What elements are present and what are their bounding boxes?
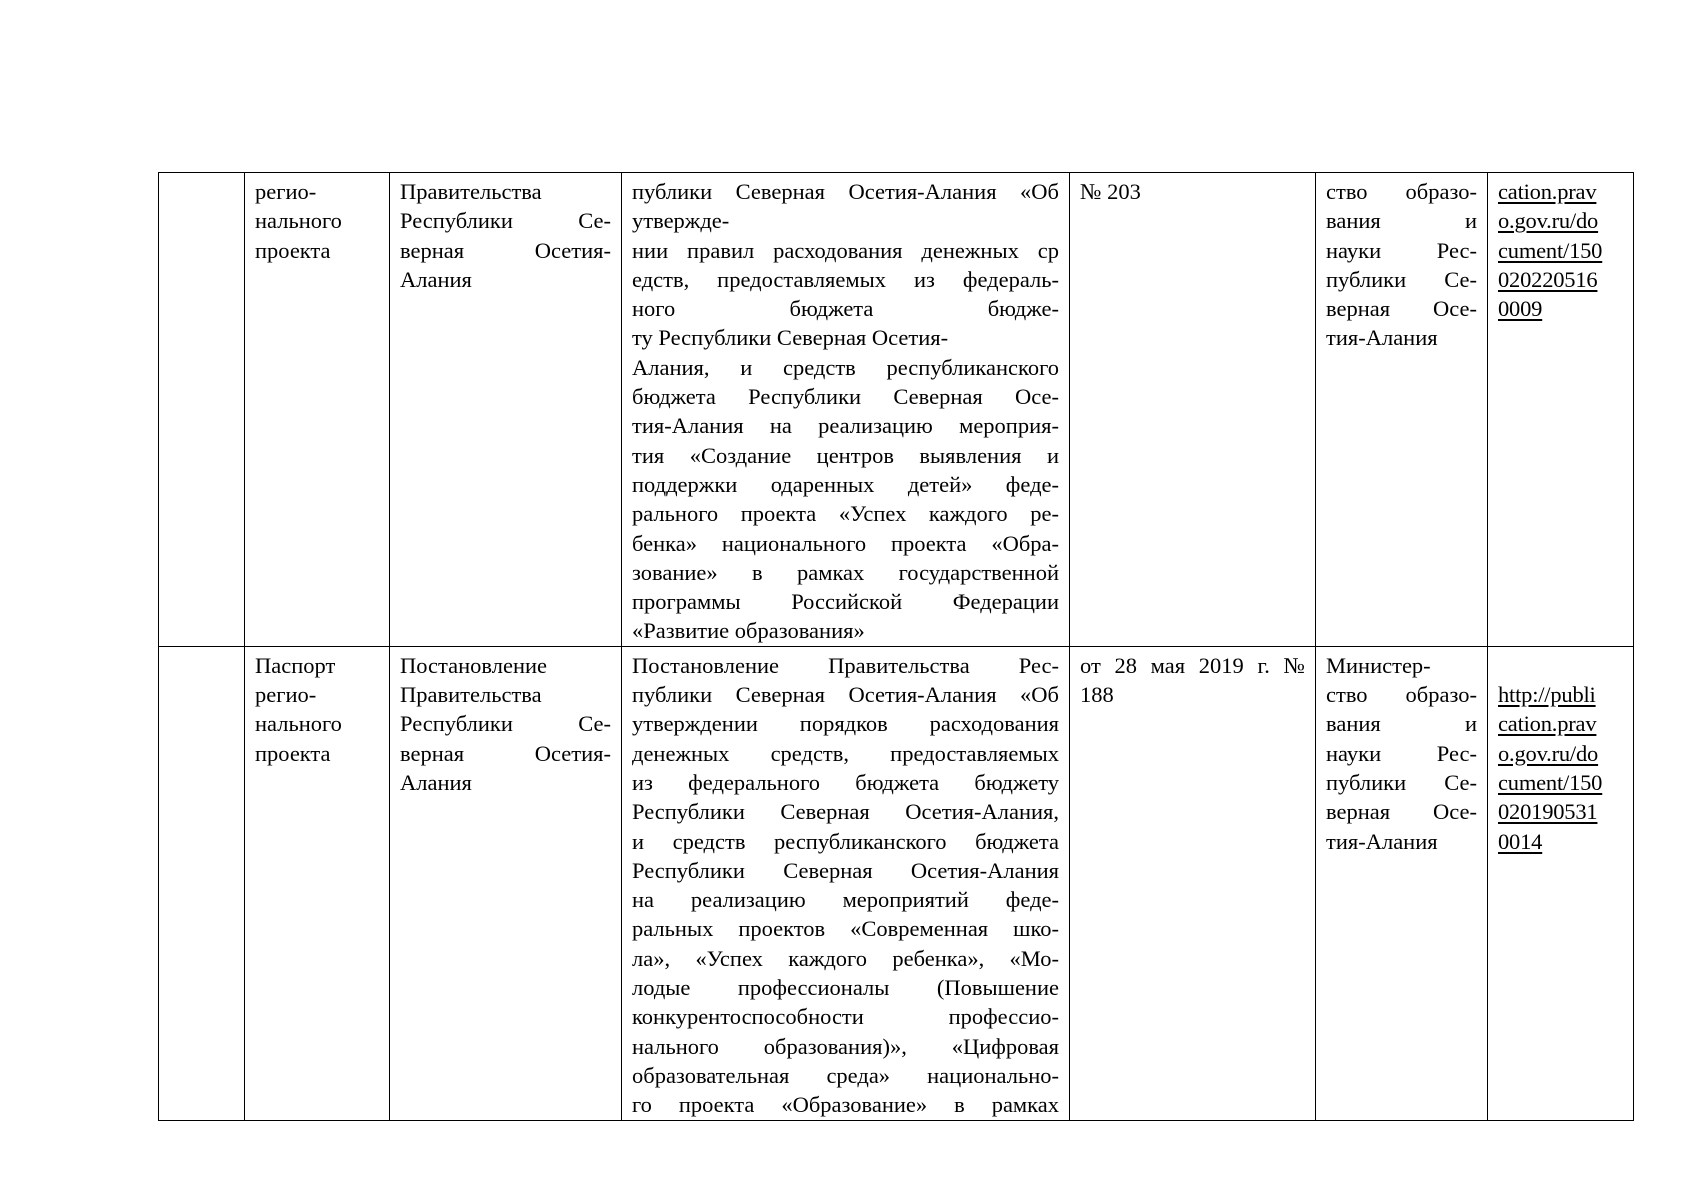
cell-text-line: ство образо- — [1326, 179, 1477, 204]
cell-source-link — [1488, 173, 1634, 647]
cell-text-line: конкурентоспособности профессио- — [632, 1004, 1059, 1030]
cell-text-line: № 203 — [1080, 179, 1141, 204]
source-link[interactable] — [1498, 177, 1623, 323]
cell-text-line: проекта — [255, 237, 331, 263]
cell-text-line: ного бюджета бюдже- — [632, 296, 1059, 322]
cell-text-line: тия-Алания — [1326, 828, 1438, 854]
cell-text-line: поддержки одаренных детей» феде- — [632, 471, 1059, 497]
cell-act-type — [390, 646, 622, 1120]
cell-text-line: публики Се- — [1326, 266, 1477, 292]
cell-text-line: науки Рес- — [1326, 237, 1477, 263]
cell-text-line: «Развитие образования» — [632, 618, 865, 644]
cell-text-line: 188 — [1080, 682, 1114, 708]
link-text-line: cument/150 — [1498, 769, 1603, 795]
cell-spacer-line — [1498, 651, 1623, 680]
cell-text-line: и средств республиканского бюджета — [632, 828, 1059, 854]
cell-act-title — [622, 646, 1070, 1120]
cell-source-link — [1488, 646, 1634, 1120]
cell-text-line: ство образо- — [1326, 682, 1477, 708]
cell-text-line: ла», «Успех каждого ребенка», «Мо- — [632, 945, 1059, 971]
cell-text-line: публики Северная Осетия-Алания «Об — [632, 682, 1059, 708]
cell-text-line: верная Осетия- — [400, 237, 611, 263]
cell-number — [159, 173, 245, 647]
cell-text-line: Алания, и средств республиканского — [632, 354, 1059, 380]
link-text-line: 0009 — [1498, 296, 1543, 322]
cell-text-line: образовательная среда» национально- — [632, 1062, 1059, 1088]
cell-text-line: верная Осе- — [1326, 296, 1477, 322]
link-text-line: cation.prav — [1498, 711, 1597, 737]
cell-text-line: едств, предоставляемых из федераль- — [632, 266, 1059, 292]
cell-number — [159, 646, 245, 1120]
cell-text-line: науки Рес- — [1326, 740, 1477, 766]
cell-text-line: ральных проектов «Современная шко- — [632, 916, 1059, 942]
cell-act-title — [622, 173, 1070, 647]
cell-text-line: денежных средств, предоставляемых — [632, 740, 1059, 766]
cell-text-line: зование» в рамках государственной — [632, 559, 1059, 585]
cell-act-date-number — [1070, 173, 1316, 647]
cell-text-line: бенка» национального проекта «Обра- — [632, 530, 1059, 556]
cell-text-line: публики Северная Осетия-Алания «Об — [632, 179, 1059, 204]
cell-text-line: Республики Северная Осетия-Алания, — [632, 799, 1059, 825]
cell-text-line: ту Республики Северная Осетия- — [632, 325, 949, 351]
cell-document-type — [245, 173, 390, 647]
cell-text-line: рального проекта «Успех каждого ре- — [632, 501, 1059, 527]
source-link[interactable] — [1498, 680, 1623, 856]
cell-text-line: нального — [255, 711, 342, 737]
cell-text-line: Республики Се- — [400, 711, 611, 737]
cell-text-line: Республики Се- — [400, 208, 611, 234]
cell-responsible-body — [1316, 646, 1488, 1120]
cell-text-line: Алания — [400, 266, 472, 292]
cell-text-line: бюджета Республики Северная Осе- — [632, 384, 1059, 410]
link-text-line: o.gov.ru/do — [1498, 740, 1599, 766]
cell-text-line: нального образования)», «Цифровая — [632, 1033, 1059, 1059]
cell-text-line: верная Осетия- — [400, 740, 611, 766]
cell-text-line: утвержде- — [632, 208, 730, 234]
cell-text-line: Республики Северная Осетия-Алания — [632, 857, 1059, 883]
table-row — [159, 646, 1634, 1120]
link-text-line: 020220516 — [1498, 266, 1598, 292]
cell-text-line: утверждении порядков расходования — [632, 711, 1059, 737]
link-text-line: 0014 — [1498, 828, 1543, 854]
cell-text-line: Паспорт — [255, 652, 336, 678]
cell-text-line: го проекта «Образование» в рамках — [632, 1092, 1059, 1118]
cell-text-line: нии правил расходования денежных ср — [632, 237, 1059, 263]
cell-text-line: от 28 мая 2019 г. № — [1080, 652, 1305, 678]
cell-text-line: вания и — [1326, 208, 1477, 234]
table-row — [159, 173, 1634, 647]
cell-act-type — [390, 173, 622, 647]
cell-text-line: Постановление — [400, 652, 548, 678]
cell-act-date-number — [1070, 646, 1316, 1120]
cell-text-line: тия-Алания на реализацию мероприя- — [632, 413, 1059, 439]
cell-responsible-body — [1316, 173, 1488, 647]
cell-text-line: регио- — [255, 179, 317, 204]
link-text-line: cation.prav — [1498, 179, 1597, 204]
cell-text-line: из федерального бюджета бюджету — [632, 769, 1059, 795]
cell-text-line: лодые профессионалы (Повышение — [632, 975, 1059, 1001]
cell-text-line: Министер- — [1326, 652, 1431, 678]
link-text-line: 020190531 — [1498, 799, 1598, 825]
cell-text-line: регио- — [255, 682, 317, 708]
cell-text-line: Правительства — [400, 179, 542, 204]
cell-text-line: Правительства — [400, 682, 542, 708]
cell-text-line: программы Российской Федерации — [632, 589, 1059, 615]
cell-text-line: проекта — [255, 740, 331, 766]
cell-text-line: вания и — [1326, 711, 1477, 737]
cell-text-line: Постановление Правительства Рес- — [632, 652, 1059, 678]
cell-text-line: тия-Алания — [1326, 325, 1438, 351]
link-text-line: cument/150 — [1498, 237, 1603, 263]
cell-text-line: тия «Создание центров выявления и — [632, 442, 1059, 468]
cell-text-line: на реализацию мероприятий феде- — [632, 887, 1059, 913]
cell-text-line: Алания — [400, 769, 472, 795]
link-text-line: http://publi — [1498, 682, 1596, 708]
cell-text-line: верная Осе- — [1326, 799, 1477, 825]
link-text-line: o.gov.ru/do — [1498, 208, 1599, 234]
cell-text-line: нального — [255, 208, 342, 234]
cell-document-type — [245, 646, 390, 1120]
document-table — [158, 172, 1634, 1121]
cell-text-line: публики Се- — [1326, 769, 1477, 795]
